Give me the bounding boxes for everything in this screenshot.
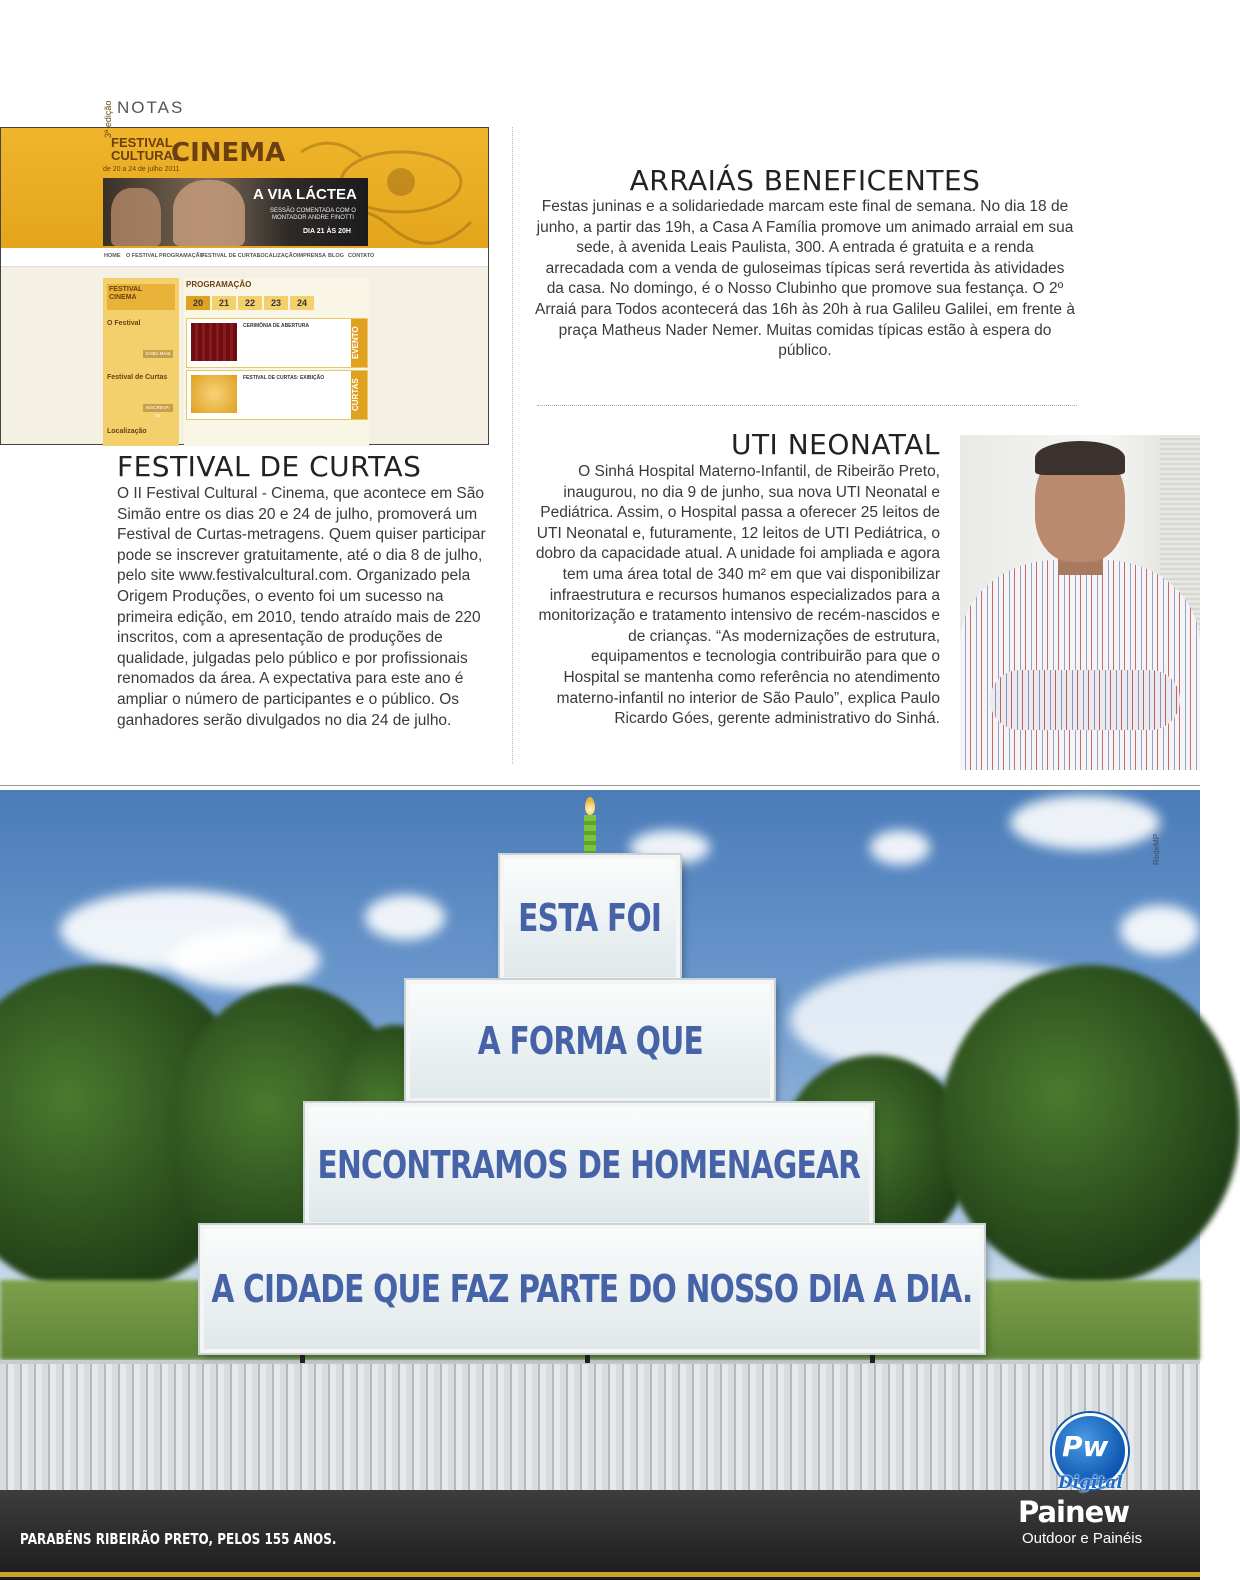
crossed-arms	[990, 670, 1180, 730]
banner-person-2	[173, 180, 245, 246]
nav-programacao[interactable]: PROGRAMAÇÃO	[159, 253, 204, 259]
nav-curtas[interactable]: FESTIVAL DE CURTAS	[201, 253, 261, 259]
day-tab-20[interactable]: 20	[186, 296, 210, 310]
cake-tier-4	[200, 1225, 984, 1353]
ad-credit: RedeMP	[1152, 833, 1161, 865]
candle-icon	[584, 815, 596, 857]
cake-tier-3	[305, 1103, 873, 1226]
sidebar-heading-curtas: Festival de Curtas	[107, 374, 168, 381]
fence	[0, 1360, 1200, 1494]
curtas-thumbnail	[191, 375, 237, 413]
page-divider	[0, 785, 1200, 786]
article-divider	[537, 405, 1077, 406]
inscreva-se-button[interactable]: INSCREVA-SE	[143, 404, 173, 412]
shirt	[960, 560, 1200, 770]
banner-date: DIA 21 ÀS 20H	[303, 228, 351, 235]
nav-contato[interactable]: CONTATO	[348, 253, 375, 259]
cloud	[870, 830, 930, 865]
ad-tagline: PARABÉNS RIBEIRÃO PRETO, PELOS 155 ANOS.	[20, 1530, 337, 1548]
tier-1-text: ESTA FOI	[518, 896, 662, 940]
portrait-photo	[960, 435, 1200, 770]
event-tag: EVENTO	[351, 319, 367, 367]
nav-festival[interactable]: O FESTIVAL	[126, 253, 158, 259]
sidebar-logo-line1: FESTIVAL	[109, 286, 143, 293]
day-tab-22[interactable]: 22	[238, 296, 262, 310]
programacao-title: PROGRAMAÇÃO	[186, 280, 252, 289]
uti-title: UTI NEONATAL	[730, 428, 940, 461]
cake-tier-1	[500, 855, 680, 981]
banner-person-1	[111, 188, 161, 246]
curtain-thumbnail	[191, 323, 237, 361]
candle-flame-icon	[585, 797, 595, 815]
cake-tier-2	[406, 980, 774, 1102]
arraias-body: Festas juninas e a solidariedade marcam este final de semana. No dia 18 de junho, a partir das 19h, a Casa A Família promove um animado arraial em sua sede, à avenida Leais Paulista, 300. A entrada é gratuita e a renda arrecadada com a venda de guloseimas típicas será revertida às atividades da casa. No domingo, é o Nosso Clubinho que promove sua festança. O 2º Arraiá para Todos acontecerá das 16h às 20h à rua Galileu Galilei, em frente à praça Matheus Nader Nemer. Muitas comidas típicas estão à espera do público.	[535, 198, 1075, 360]
website-dates: de 20 a 24 de julho 2011	[103, 166, 180, 173]
uti-body: O Sinhá Hospital Materno-Infantil, de Ribeirão Preto, inaugurou, no dia 9 de junho, sua nova UTI Neonatal e Pediátrica. Assim, o Hospital passa a oferecer 25 leitos de UTI Neonatal e, futuramente, 12 leitos de UTI Pediátrica, o dobro da capacidade atual. A unidade foi ampliada e agora tem uma área total de 340 m² em que vai disponibilizar infraestrutura e recursos humanos especializados para a monitorização e tratamento intensivo de recém-nascidos e de crianças. “As modernizações de estrutura, equipamentos e tecnologia contribuirão para que o Hospital se mantenha como referência no atendimento materno-infantil no interior de São Paulo”, explica Paulo Ricardo Góes, gerente administrativo do Sinhá.	[535, 463, 940, 728]
sidebar-logo	[107, 284, 175, 310]
curtas-body: O II Festival Cultural - Cinema, que acontece em São Simão entre os dias 20 e 24 de julho, promoverá um Festival de Curtas-metragens. Quem quiser participar pode se inscrever gratuitamente, até o dia 8 de julho, pelo site www.festivalcultural.com. Organizado pela Origem Produções, o evento foi um sucesso na primeira edição, em 2010, tendo atraído mais de 220 inscritos, com a apresentação de produções de qualidade, julgadas pelo público e por profissionais renomados da área. A expectativa para este ano é ampliar o número de participantes e o público. Os ganhadores serão divulgados no dia 24 de julho.	[117, 485, 486, 729]
website-banner[interactable]	[103, 178, 368, 246]
road-line	[0, 1572, 1200, 1577]
sidebar-heading-festival: O Festival	[107, 320, 141, 327]
brand-subtitle: Outdoor e Painéis	[1022, 1530, 1143, 1547]
sidebar-heading-localizacao: Localização	[107, 428, 147, 435]
logo-big: CINEMA	[171, 138, 286, 168]
day-tabs	[186, 296, 314, 310]
day-tab-21[interactable]: 21	[212, 296, 236, 310]
saiba-mais-button[interactable]: SAIBA MAIS	[143, 350, 173, 358]
nav-home[interactable]: HOME	[104, 253, 121, 259]
event-title: FESTIVAL DE CURTAS: EXIBIÇÃO	[243, 375, 325, 381]
brand-name: Painew	[1018, 1495, 1130, 1529]
pw-logo-mark: Pw	[1062, 1430, 1109, 1463]
banner-subtitle: SESSÃO COMENTADA COM O MONTADOR ANDRE FINOTTI	[270, 208, 356, 221]
website-main	[184, 278, 369, 446]
logo-line1: FESTIVAL	[111, 135, 173, 150]
event-title: CERIMÔNIA DE ABERTURA	[243, 323, 310, 329]
nav-imprensa[interactable]: IMPRENSA	[297, 253, 327, 259]
website-logo[interactable]	[111, 135, 286, 168]
section-label: NOTAS	[117, 98, 185, 117]
event-card[interactable]	[186, 370, 368, 420]
curtas-title: FESTIVAL DE CURTAS	[117, 450, 422, 483]
tier-3-text: ENCONTRAMOS DE HOMENAGEAR	[317, 1142, 861, 1187]
sidebar-logo-big: CINEMA	[109, 294, 137, 301]
hair	[1035, 441, 1125, 475]
website-edition-label: 3ª edição	[103, 100, 113, 138]
tier-4-text: A CIDADE QUE FAZ PARTE DO NOSSO DIA A DIA.	[211, 1267, 973, 1311]
website-sidebar	[103, 278, 179, 446]
website-nav	[1, 248, 488, 267]
column-divider	[512, 127, 513, 764]
tree	[940, 965, 1240, 1285]
banner-title: A VIA LÁCTEA	[253, 186, 357, 203]
arraias-title: ARRAIÁS BENEFICENTES	[629, 164, 981, 197]
day-tab-24[interactable]: 24	[290, 296, 314, 310]
logo-line2: CULTURAL	[111, 148, 181, 163]
cloud	[1010, 795, 1160, 850]
event-tag: CURTAS	[351, 371, 367, 419]
tier-2-text: A FORMA QUE	[477, 1019, 703, 1063]
event-card[interactable]	[186, 318, 368, 368]
day-tab-23[interactable]: 23	[264, 296, 288, 310]
nav-localizacao[interactable]: LOCALIZAÇÃO	[257, 253, 298, 259]
nav-blog[interactable]: BLOG	[328, 253, 344, 259]
pw-digital-label: Digital	[1058, 1473, 1123, 1493]
